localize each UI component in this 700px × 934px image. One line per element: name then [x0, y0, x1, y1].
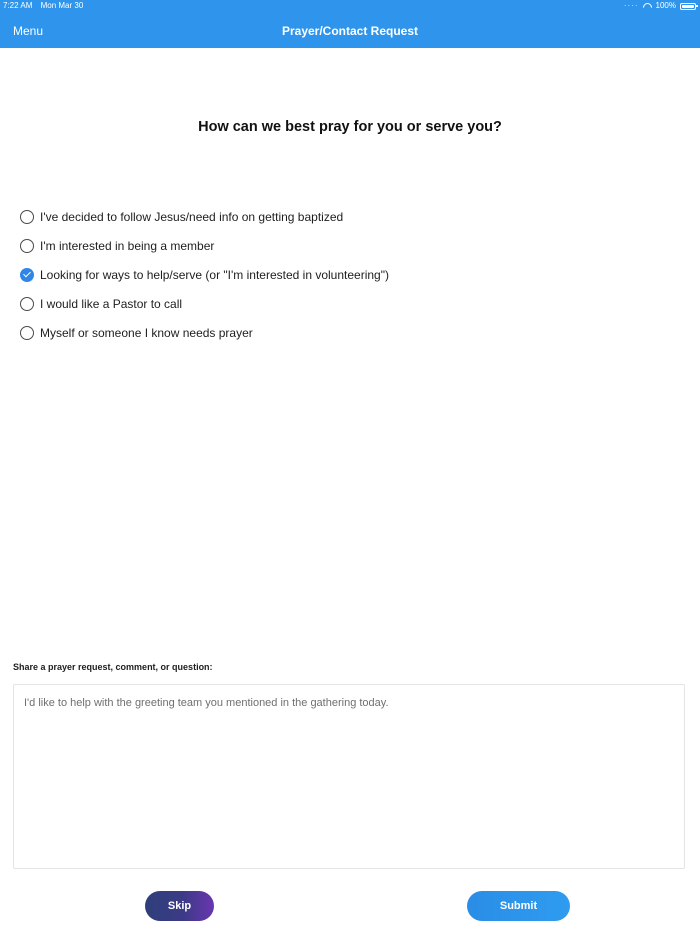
skip-button[interactable]: Skip [145, 891, 214, 921]
radio-unchecked-icon[interactable] [20, 239, 34, 253]
option-label: I've decided to follow Jesus/need info on getting baptized [40, 209, 344, 224]
comment-field-label: Share a prayer request, comment, or question: [13, 662, 213, 672]
question-heading: How can we best pray for you or serve you? [198, 119, 502, 135]
option-needs-prayer[interactable] [20, 318, 389, 347]
status-clock: 7:22 AM [3, 1, 33, 10]
menu-button[interactable]: Menu [13, 24, 44, 38]
signal-dots-icon: ···· [623, 1, 639, 10]
battery-percent: 100% [655, 1, 676, 10]
radio-unchecked-icon[interactable] [20, 326, 34, 340]
navigation-bar [0, 0, 700, 48]
option-label: Looking for ways to help/serve (or "I'm interested in volunteering") [40, 267, 389, 282]
status-indicators [624, 1, 696, 11]
option-label: I would like a Pastor to call [40, 296, 183, 311]
status-time [3, 1, 83, 11]
status-date: Mon Mar 30 [40, 1, 84, 10]
radio-checked-icon[interactable] [20, 268, 34, 282]
radio-unchecked-icon[interactable] [20, 297, 34, 311]
option-follow-jesus[interactable] [20, 202, 389, 231]
submit-button[interactable]: Submit [467, 891, 570, 921]
battery-icon [680, 3, 696, 10]
wifi-icon [643, 3, 652, 10]
option-pastor-call[interactable] [20, 289, 389, 318]
option-membership[interactable] [20, 231, 389, 260]
option-volunteer[interactable] [20, 260, 389, 289]
page-title: Prayer/Contact Request [281, 24, 419, 38]
radio-unchecked-icon[interactable] [20, 210, 34, 224]
option-label: I'm interested in being a member [40, 238, 215, 253]
request-options [20, 202, 389, 347]
comment-textarea[interactable]: I'd like to help with the greeting team you mentioned in the gathering today. [13, 684, 685, 869]
option-label: Myself or someone I know needs prayer [40, 325, 253, 340]
